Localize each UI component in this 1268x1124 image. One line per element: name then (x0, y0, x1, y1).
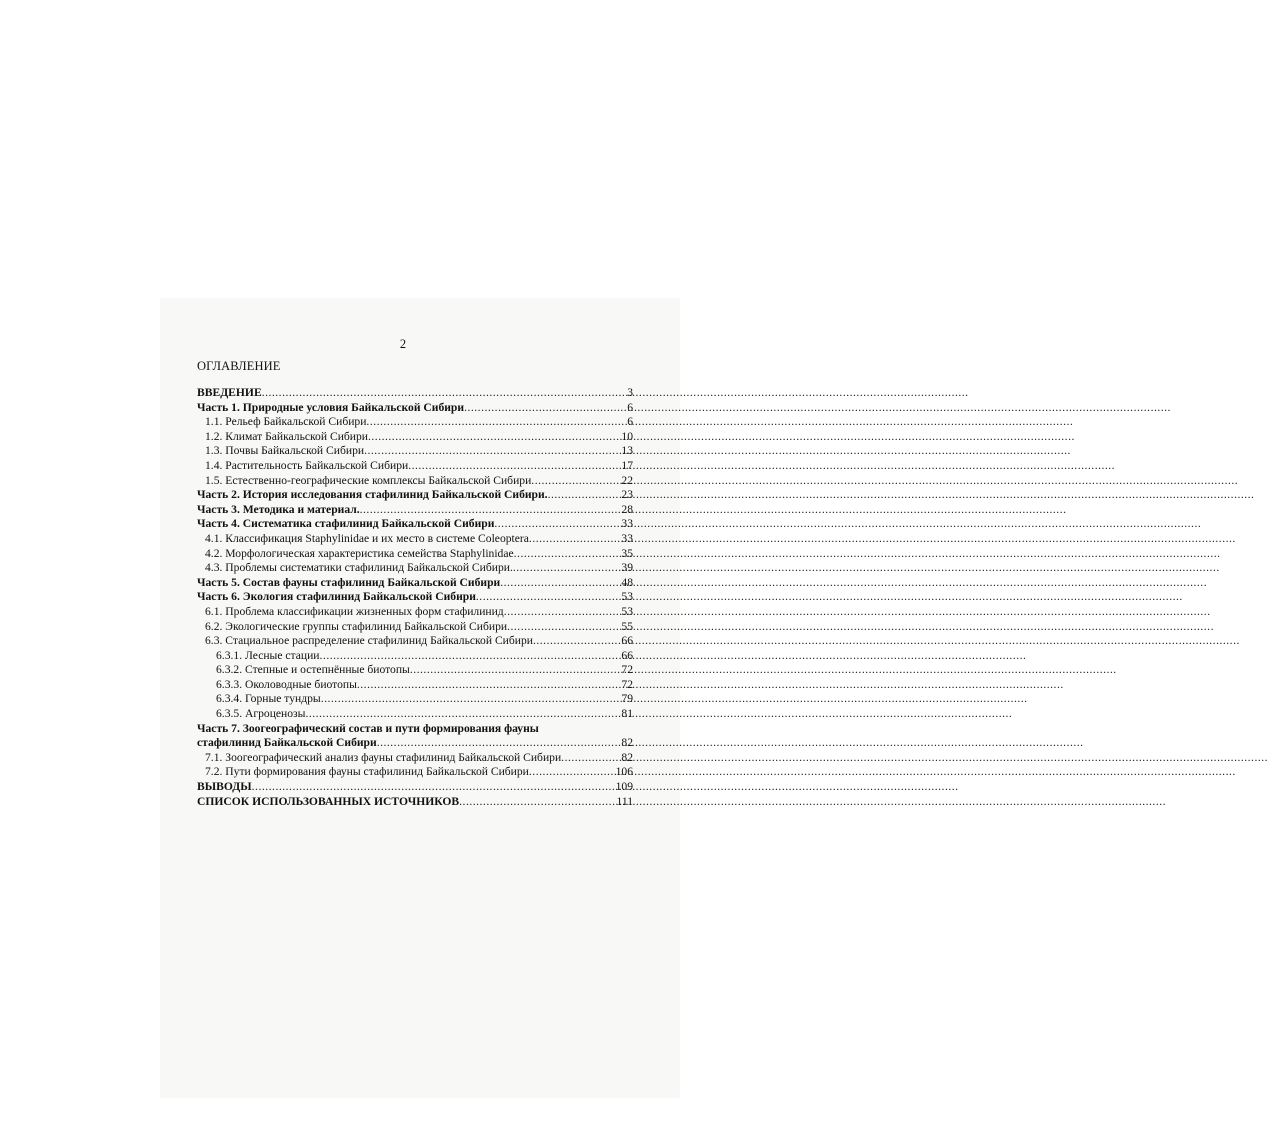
toc-entry-page: 53 (621, 604, 633, 618)
toc-entry (197, 663, 633, 678)
toc-entry-title: 1.2. Климат Байкальской Сибири (205, 429, 368, 443)
toc-entry-title: 6.3.2. Степные и остепнённые биотопы (216, 663, 410, 677)
toc-dot-leader (529, 532, 620, 547)
toc-dot-leader (459, 795, 615, 810)
toc-entry-title: 6.1. Проблема классификации жизненных форм стафилинид (205, 604, 504, 618)
toc-entry (197, 590, 633, 605)
toc-dot-leader (320, 649, 621, 664)
toc-entry (197, 444, 633, 459)
toc-entry-page: 17 (621, 458, 633, 472)
toc-entry-title: Часть 2. История исследования стафилинид Байкальской Сибири. (197, 488, 548, 502)
toc-entry-page: 79 (621, 692, 633, 706)
toc-entry (197, 736, 633, 751)
toc-dot-leader (366, 415, 626, 430)
toc-entry-page: 82 (621, 736, 633, 750)
toc-entry (197, 547, 633, 562)
toc-dot-leader (360, 503, 621, 518)
toc-entry (197, 488, 633, 503)
toc-entry-title: 1.3. Почвы Байкальской Сибири (205, 444, 365, 458)
toc-entry-page: 22 (621, 473, 633, 487)
toc-entry (197, 459, 633, 474)
toc-dot-leader (364, 444, 620, 459)
page-number: 2 (399, 337, 407, 351)
toc-dot-leader (410, 663, 621, 678)
toc-entry (197, 722, 633, 737)
toc-dot-leader (408, 459, 620, 474)
toc-entry-title: 1.4. Растительность Байкальской Сибири (205, 458, 409, 472)
toc-entry (197, 649, 633, 664)
toc-entry-page: 81 (621, 707, 633, 721)
toc-dot-leader (305, 707, 620, 722)
toc-entry (197, 430, 633, 445)
toc-dot-leader (533, 634, 620, 649)
toc-entry-title: 6.3.5. Агроценозы (216, 707, 306, 721)
toc-entry-page: 109 (615, 780, 633, 794)
toc-entry (197, 765, 633, 780)
toc-dot-leader (507, 620, 620, 635)
toc-dot-leader (513, 561, 621, 576)
toc-entry-title: 1.1. Рельеф Байкальской Сибири (205, 415, 367, 429)
toc-entry-title: 6.3.3. Околоводные биотопы (216, 677, 357, 691)
toc-entry-page: 72 (621, 663, 633, 677)
toc-entry-title: Часть 5. Состав фауны стафилинид Байкальской Сибири (197, 575, 501, 589)
toc-dot-leader (548, 488, 621, 503)
toc-entry-title: 7.1. Зоогеографический анализ фауны стафилинид Байкальской Сибири (205, 750, 562, 764)
toc-dot-leader (321, 692, 621, 707)
toc-entry (197, 415, 633, 430)
toc-entry (197, 678, 633, 693)
toc-entry-page: 35 (621, 546, 633, 560)
toc-entry (197, 620, 633, 635)
toc-dot-leader (531, 474, 620, 489)
toc-entry-title: Часть 3. Методика и материал. (197, 502, 360, 516)
toc-entry (197, 474, 633, 489)
toc-entry-page: 82 (621, 750, 633, 764)
toc-entry-title: 1.5. Естественно-географические комплексы Байкальской Сибири (205, 473, 532, 487)
toc-entry (197, 503, 633, 518)
toc-dot-leader (368, 430, 620, 445)
toc-entry-page: 72 (621, 677, 633, 691)
toc-entry-page: 33 (621, 517, 633, 531)
toc-entry-page: 55 (621, 619, 633, 633)
toc-entry-page: 28 (621, 502, 633, 516)
toc-entry-page: 6 (627, 400, 633, 414)
toc-entry-page: 48 (621, 575, 633, 589)
toc-entry-title: Часть 7. Зоогеографический состав и пути формирования фауны (197, 721, 539, 735)
toc-dot-leader (500, 576, 620, 591)
toc-entry (197, 561, 633, 576)
toc-dot-leader (464, 401, 626, 416)
toc-entry (197, 605, 633, 620)
toc-dot-leader (561, 751, 620, 766)
toc-entry-title: 4.1. Классификация Staphylinidae и их место в системе Coleoptera (205, 531, 529, 545)
toc-entry (197, 751, 633, 766)
toc-entry (197, 386, 633, 401)
toc-entry (197, 795, 633, 810)
toc-entry (197, 532, 633, 547)
toc-entry-page: 6 (627, 415, 633, 429)
toc-entry-title: 7.2. Пути формирования фауны стафилинид Байкальской Сибири (205, 765, 529, 779)
toc-entry (197, 576, 633, 591)
toc-heading: ОГЛАВЛЕНИЕ (197, 359, 281, 373)
toc-dot-leader (357, 678, 621, 693)
toc-dot-leader (529, 765, 615, 780)
toc-entry-title: 6.3.1. Лесные стации (216, 648, 320, 662)
toc-entry-page: 39 (621, 561, 633, 575)
toc-dot-leader (377, 736, 621, 751)
toc-dot-leader (514, 547, 621, 562)
table-of-contents (197, 386, 633, 809)
toc-entry-title: Часть 6. Экология стафилинид Байкальской Сибири (197, 590, 476, 604)
toc-entry (197, 692, 633, 707)
toc-entry-title: 6.2. Экологические группы стафилинид Байкальской Сибири (205, 619, 508, 633)
toc-entry (197, 780, 633, 795)
toc-entry-title: 4.2. Морфологическая характеристика семейства Staphylinidae (205, 546, 514, 560)
toc-entry-title: ВЫВОДЫ (197, 780, 252, 794)
toc-entry-page: 106 (615, 765, 633, 779)
toc-entry-page: 3 (627, 386, 633, 399)
toc-entry-title: 6.3.4. Горные тундры (216, 692, 321, 706)
toc-entry-title: Часть 4. Систематика стафилинид Байкальской Сибири (197, 517, 495, 531)
toc-entry-page: 53 (621, 590, 633, 604)
toc-dot-leader (504, 605, 621, 620)
toc-entry-title: Часть 1. Природные условия Байкальской Сибири (197, 400, 465, 414)
toc-entry-page: 111 (616, 794, 633, 808)
toc-entry-page: 10 (621, 429, 633, 443)
toc-dot-leader (476, 590, 621, 605)
toc-entry-page: 66 (621, 634, 633, 648)
toc-entry-title: ВВЕДЕНИЕ (197, 386, 262, 399)
toc-entry-page: 33 (621, 531, 633, 545)
toc-entry-page: 13 (621, 444, 633, 458)
toc-entry (197, 707, 633, 722)
toc-entry-title: 4.3. Проблемы систематики стафилинид Байкальской Сибири. (205, 561, 513, 575)
toc-entry (197, 634, 633, 649)
toc-entry-title: стафилинид Байкальской Сибири (197, 736, 377, 750)
toc-entry-title: 6.3. Стациальное распределение стафилинид Байкальской Сибири (205, 634, 533, 648)
toc-entry (197, 517, 633, 532)
toc-entry-page: 66 (621, 648, 633, 662)
toc-entry (197, 401, 633, 416)
toc-dot-leader (262, 386, 627, 401)
toc-entry-page: 23 (621, 488, 633, 502)
toc-dot-leader (252, 780, 615, 795)
toc-dot-leader (494, 517, 620, 532)
toc-entry-title: СПИСОК ИСПОЛЬЗОВАННЫХ ИСТОЧНИКОВ (197, 794, 460, 808)
